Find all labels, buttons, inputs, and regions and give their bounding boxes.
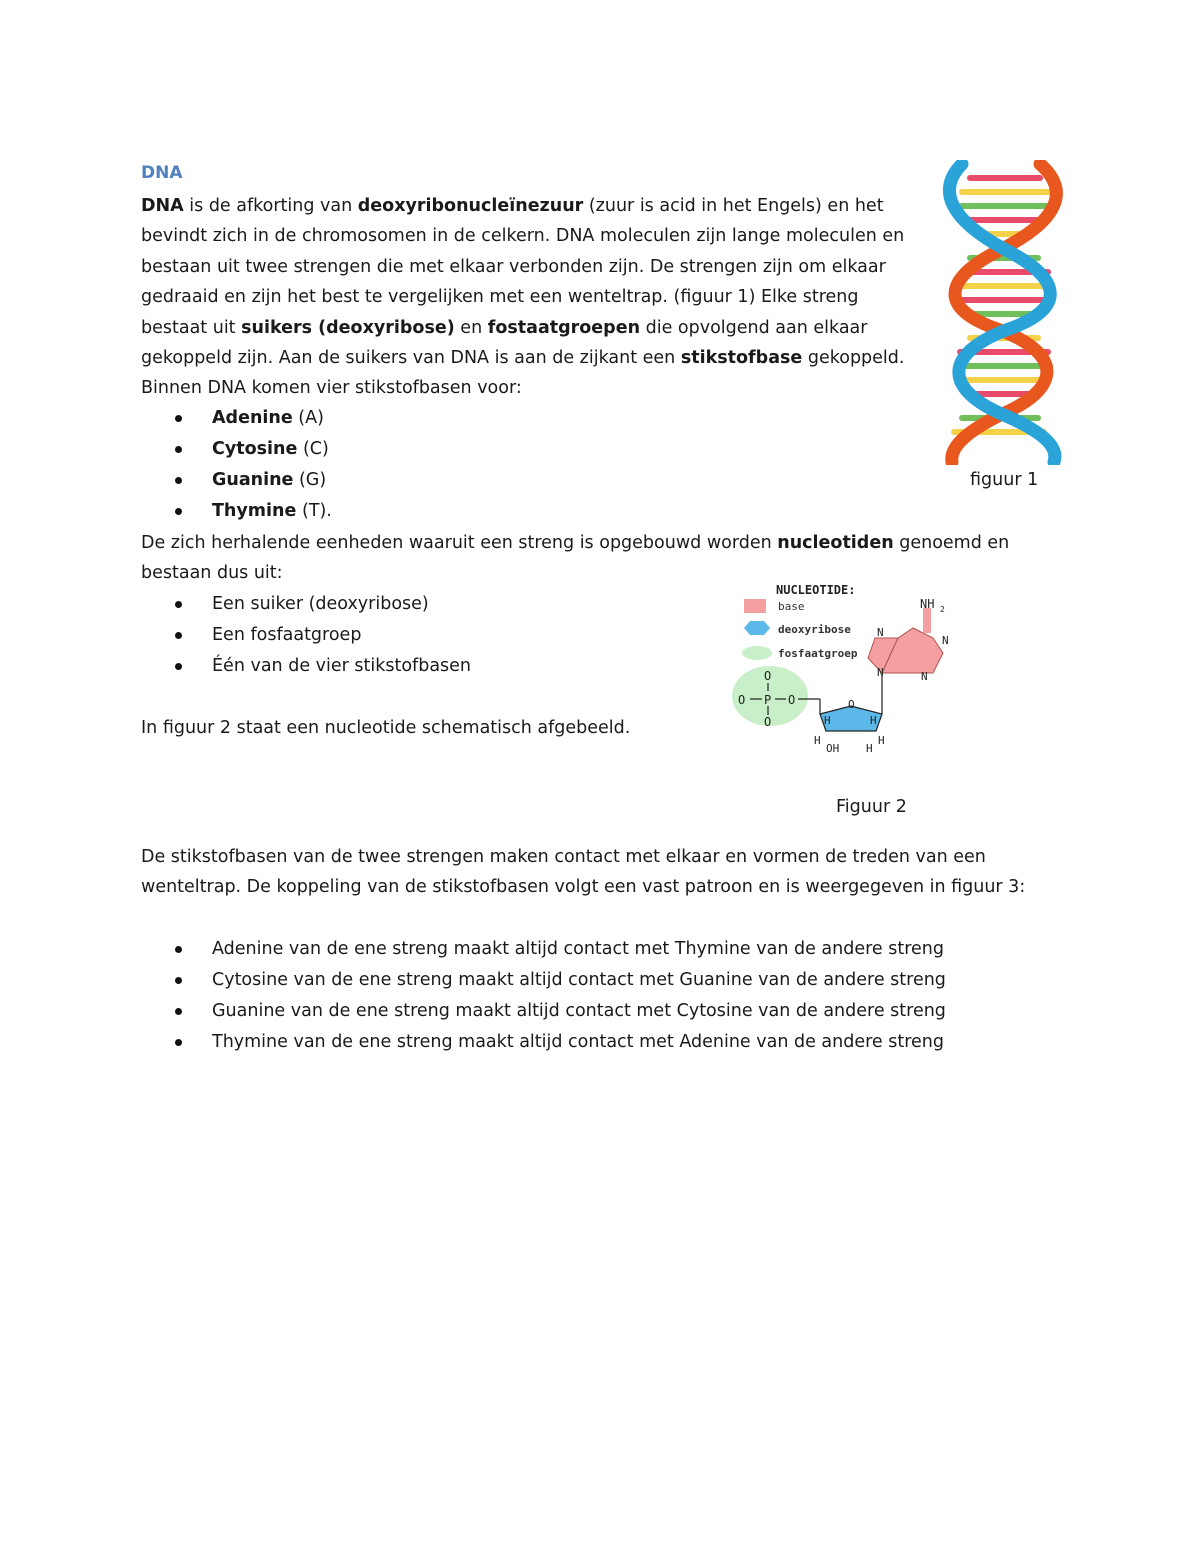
intro-line-3: bestaan uit twee strengen die met elkaar verbonden zijn. De strengen zijn om elkaar [141, 256, 886, 277]
list-item: Cytosine (C) [141, 434, 332, 465]
svg-text:NH: NH [920, 597, 935, 611]
parts-list [141, 589, 471, 682]
intro-line-4: gedraaid en zijn het best te vergelijken met een wenteltrap. (figuur 1) Elke streng [141, 287, 859, 308]
intro-line-6: gekoppeld zijn. Aan de suikers van DNA is aan de zijkant een stikstofbase gekoppeld. [141, 348, 905, 369]
list-item: Adenine van de ene streng maakt altijd contact met Thymine van de andere streng [141, 934, 946, 965]
svg-text:O: O [738, 693, 746, 707]
intro-paragraph [141, 191, 904, 404]
list-item: Thymine van de ene streng maakt altijd contact met Adenine van de andere streng [141, 1027, 946, 1058]
figure1-caption: figuur 1 [970, 470, 1039, 490]
deoxyribose-legend-label: deoxyribose [778, 623, 851, 636]
svg-text:2: 2 [940, 605, 945, 614]
svg-text:N: N [877, 666, 884, 679]
list-item: Adenine (A) [141, 403, 332, 434]
nucleotide-line-2: bestaan dus uit: [141, 563, 283, 584]
nucleotide-title: NUCLEOTIDE: [776, 583, 856, 597]
figure2-caption: Figuur 2 [836, 797, 907, 817]
intro-line-5: bestaat uit suikers (deoxyribose) en fostaatgroepen die opvolgend aan elkaar [141, 317, 868, 338]
dna-helix-figure [940, 160, 1070, 465]
figure2-reference: In figuur 2 staat een nucleotide schematisch afgebeeld. [141, 718, 631, 738]
list-item: Cytosine van de ene streng maakt altijd contact met Guanine van de andere streng [141, 965, 946, 996]
svg-text:H: H [824, 714, 831, 727]
list-item: Een fosfaatgroep [141, 620, 471, 651]
svg-text:N: N [921, 670, 928, 683]
amine-bond [923, 608, 931, 633]
section-heading: DNA [141, 163, 183, 183]
base-legend-label: base [778, 600, 805, 613]
bases-list [141, 403, 332, 527]
list-item: Een suiker (deoxyribose) [141, 589, 471, 620]
svg-text:N: N [942, 634, 949, 647]
intro-line-7: Binnen DNA komen vier stikstofbasen voor: [141, 378, 522, 399]
svg-text:H: H [870, 714, 877, 727]
list-item: Guanine van de ene streng maakt altijd contact met Cytosine van de andere streng [141, 996, 946, 1027]
phosphate-legend-label: fosfaatgroep [778, 647, 858, 660]
svg-text:O: O [848, 698, 855, 711]
svg-text:H: H [814, 734, 821, 747]
list-item: Één van de vier stikstofbasen [141, 651, 471, 682]
deoxyribose-legend-swatch [744, 621, 770, 635]
list-item: Guanine (G) [141, 465, 332, 496]
pairs-list [141, 934, 946, 1058]
svg-text:P: P [764, 693, 772, 707]
svg-text:H: H [866, 742, 873, 755]
svg-text:O: O [764, 715, 772, 729]
svg-text:OH: OH [826, 742, 840, 755]
intro-line-1: DNA is de afkorting van deoxyribonucleïnezuur (zuur is acid in het Engels) en het [141, 196, 884, 216]
svg-text:O: O [764, 669, 772, 683]
svg-text:N: N [877, 626, 884, 639]
pairing-line-2: wenteltrap. De koppeling van de stikstofbasen volgt een vast patroon en is weergegeven in figuur 3: [141, 877, 1026, 898]
pairing-paragraph [141, 842, 1025, 903]
pairing-line-1: De stikstofbasen van de twee strengen maken contact met elkaar en vormen de treden van een [141, 847, 986, 867]
intro-line-2: bevindt zich in de chromosomen in de celkern. DNA moleculen zijn lange moleculen en [141, 226, 905, 247]
base-legend-swatch [744, 599, 766, 613]
nucleotide-figure [728, 578, 960, 758]
phosphate-legend-swatch [742, 646, 772, 660]
nucleotide-line-1: De zich herhalende eenheden waaruit een streng is opgebouwd worden nucleotiden genoemd en [141, 533, 1010, 553]
list-item: Thymine (T). [141, 496, 332, 527]
svg-text:H: H [878, 734, 885, 747]
svg-text:O: O [788, 693, 796, 707]
